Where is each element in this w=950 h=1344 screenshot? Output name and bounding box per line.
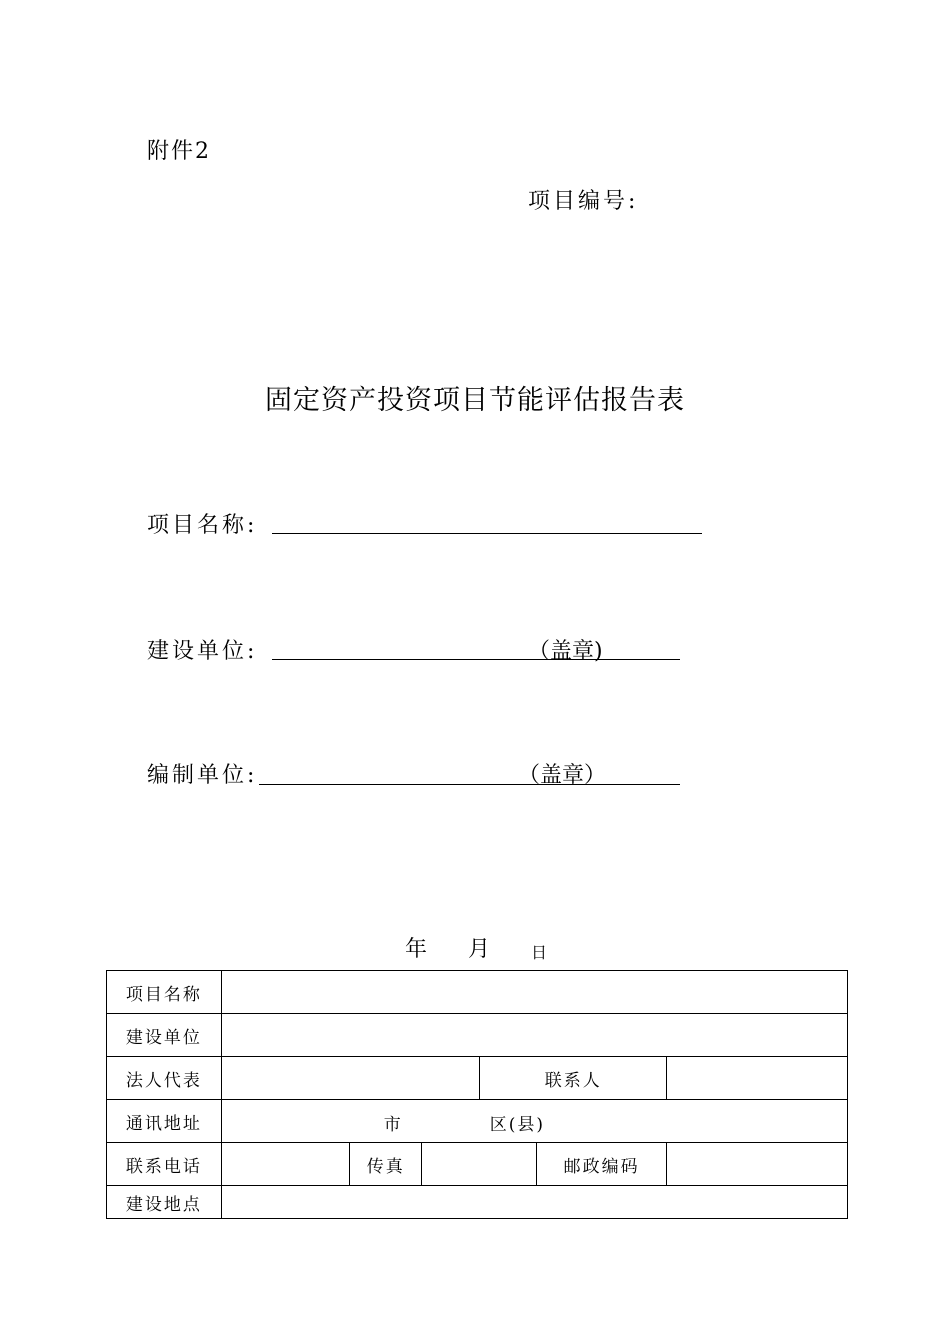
table-row [107,1100,848,1143]
table-row [107,1057,848,1100]
project-number-label: 项目编号: [528,189,639,214]
legal-rep-cell[interactable] [221,1057,479,1100]
compiling-unit-label: 编制单位: [147,763,258,788]
construction-unit-line[interactable] [272,629,680,660]
compiling-unit-stamp: （盖章） [518,763,607,788]
phone-cell[interactable] [221,1143,350,1186]
row-label-site: 建设地点 [107,1186,222,1219]
fax-cell[interactable] [422,1143,537,1186]
postcode-cell[interactable] [667,1143,848,1186]
attachment-label: 附件2 [147,139,211,164]
compiling-unit-line[interactable] [259,754,680,785]
row-label-phone: 联系电话 [107,1143,222,1186]
table-row [107,1143,848,1186]
construction-unit-cell[interactable] [221,1014,847,1057]
address-city: 市 [383,1115,403,1135]
project-name-label: 项目名称: [147,513,258,538]
table-row [107,1014,848,1057]
construction-unit-label: 建设单位: [147,639,258,664]
row-label-construction-unit: 建设单位 [107,1014,222,1057]
row-label-address: 通讯地址 [107,1100,222,1143]
project-name-line[interactable] [272,503,702,534]
table-row [107,971,848,1014]
address-district: 区(县) [489,1115,545,1135]
postcode-label: 邮政编码 [536,1143,667,1186]
site-cell[interactable] [221,1186,847,1219]
date-year: 年 [405,937,428,962]
row-label-legal-rep: 法人代表 [107,1057,222,1100]
fax-label: 传真 [350,1143,422,1186]
row-label-project-name: 项目名称 [107,971,222,1014]
contact-person-label: 联系人 [480,1057,667,1100]
address-cell[interactable] [221,1100,847,1143]
date-month: 月 [468,937,491,962]
contact-person-cell[interactable] [667,1057,848,1100]
project-info-table [106,970,848,1219]
document-title: 固定资产投资项目节能评估报告表 [265,385,685,416]
project-name-cell[interactable] [221,971,847,1014]
construction-unit-stamp: （盖章) [528,639,603,664]
date-day: 日 [531,943,548,962]
table-row [107,1186,848,1219]
